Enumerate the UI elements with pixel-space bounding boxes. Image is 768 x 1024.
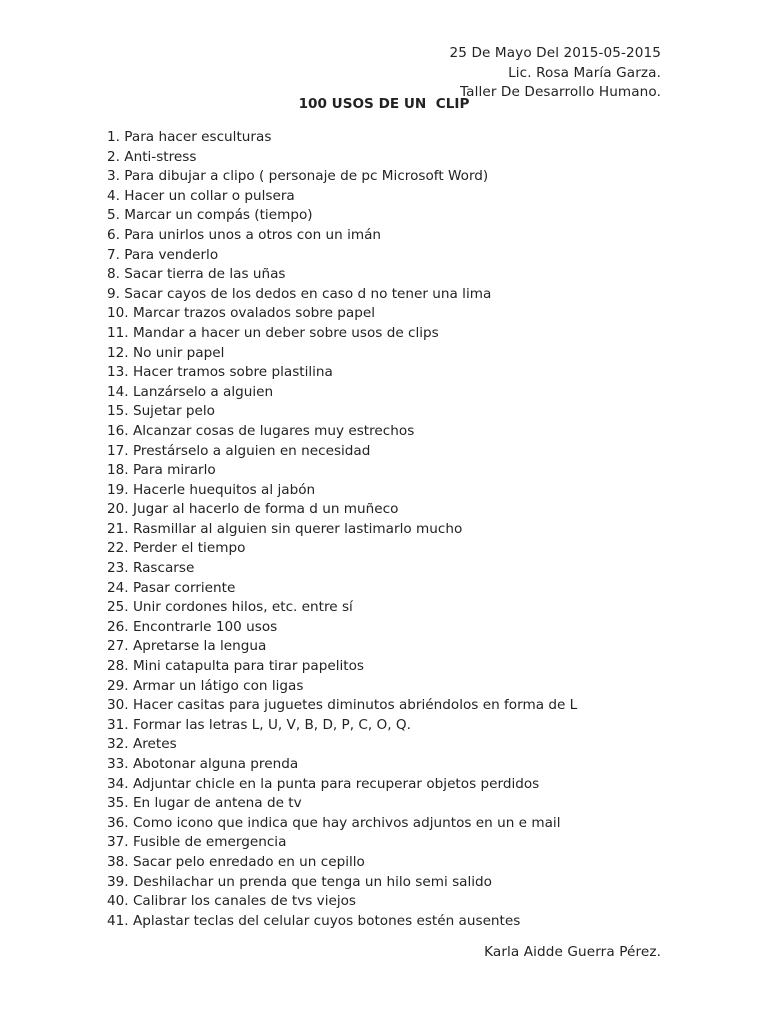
document-header	[450, 44, 661, 103]
list-item: 27. Apretarse la lengua	[107, 638, 267, 655]
list-item: 26. Encontrarle 100 usos	[107, 618, 278, 635]
author-signature: Karla Aidde Guerra Pérez.	[484, 944, 661, 960]
list-item: 7. Para venderlo	[107, 246, 219, 263]
list-item: 20. Jugar al hacerlo de forma d un muñeco	[107, 501, 399, 518]
list-item: 10. Marcar trazos ovalados sobre papel	[107, 305, 375, 322]
list-item: 11. Mandar a hacer un deber sobre usos de clips	[107, 324, 439, 341]
list-item: 1. Para hacer esculturas	[107, 129, 272, 145]
list-item: 4. Hacer un collar o pulsera	[107, 187, 295, 204]
list-item: 39. Deshilachar un prenda que tenga un hilo semi salido	[107, 873, 492, 890]
document-title: 100 USOS DE UN CLIP	[298, 96, 470, 112]
list-item: 15. Sujetar pelo	[107, 403, 215, 420]
list-item: 14. Lanzárselo a alguien	[107, 383, 274, 400]
list-item: 23. Rascarse	[107, 560, 195, 577]
teacher-name: Lic. Rosa María Garza.	[508, 64, 661, 81]
list-item: 21. Rasmillar al alguien sin querer lastimarlo mucho	[107, 520, 463, 537]
list-item: 35. En lugar de antena de tv	[107, 795, 302, 812]
list-item: 37. Fusible de emergencia	[107, 834, 287, 851]
list-item: 12. No unir papel	[107, 344, 225, 361]
list-item: 17. Prestárselo a alguien en necesidad	[107, 442, 371, 459]
list-item: 16. Alcanzar cosas de lugares muy estrechos	[107, 422, 415, 439]
list-item: 32. Aretes	[107, 736, 177, 753]
list-item: 31. Formar las letras L, U, V, B, D, P, C, O, Q.	[107, 716, 411, 733]
list-item: 40. Calibrar los canales de tvs viejos	[107, 893, 357, 910]
list-item: 36. Como icono que indica que hay archivos adjuntos en un e mail	[107, 814, 561, 831]
list-item: 33. Abotonar alguna prenda	[107, 756, 299, 772]
list-item: 18. Para mirarlo	[107, 462, 216, 479]
list-item: 3. Para dibujar a clipo ( personaje de pc Microsoft Word)	[107, 168, 489, 185]
list-item: 28. Mini catapulta para tirar papelitos	[107, 658, 364, 675]
list-item: 24. Pasar corriente	[107, 579, 236, 596]
list-item: 5. Marcar un compás (tiempo)	[107, 207, 313, 224]
list-item: 41. Aplastar teclas del celular cuyos botones estén ausentes	[107, 912, 521, 929]
list-item: 6. Para unirlos unos a otros con un imán	[107, 226, 382, 243]
list-item: 2. Anti-stress	[107, 148, 197, 165]
uses-list	[107, 128, 577, 931]
list-item: 8. Sacar tierra de las uñas	[107, 266, 286, 283]
list-item: 19. Hacerle huequitos al jabón	[107, 481, 316, 498]
list-item: 9. Sacar cayos de los dedos en caso d no tener una lima	[107, 285, 492, 302]
list-item: 25. Unir cordones hilos, etc. entre sí	[107, 599, 353, 616]
list-item: 22. Perder el tiempo	[107, 540, 246, 557]
course-name: Taller De Desarrollo Humano.	[460, 84, 661, 101]
list-item: 30. Hacer casitas para juguetes diminutos abriéndolos en forma de L	[107, 697, 578, 714]
list-item: 38. Sacar pelo enredado en un cepillo	[107, 853, 365, 870]
date-line: 25 De Mayo Del 2015-05-2015	[449, 45, 661, 61]
list-item: 34. Adjuntar chicle en la punta para recuperar objetos perdidos	[107, 775, 540, 792]
list-item: 13. Hacer tramos sobre plastilina	[107, 364, 333, 381]
list-item: 29. Armar un látigo con ligas	[107, 677, 304, 694]
